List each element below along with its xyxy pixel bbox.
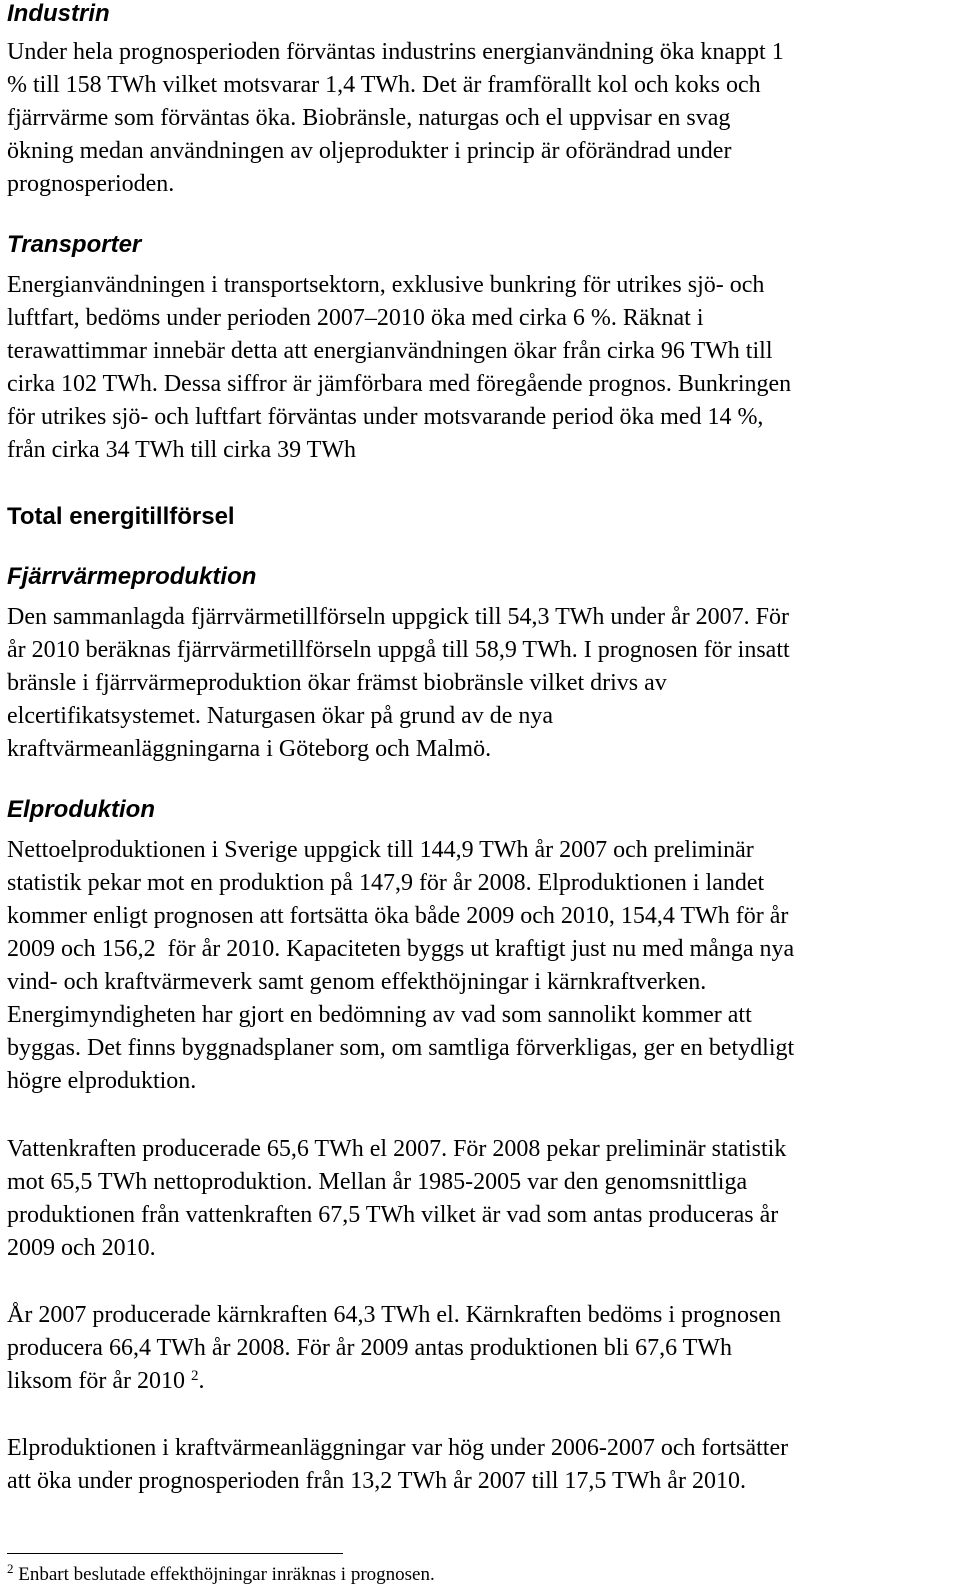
- paragraph-industrin: [7, 36, 784, 201]
- heading-elproduktion: Elproduktion: [7, 796, 155, 823]
- text-line: högre elproduktion.: [7, 1068, 197, 1094]
- text-line: kraftvärmeanläggningarna i Göteborg och Malmö.: [7, 736, 492, 762]
- text-line: cirka 102 TWh. Dessa siffror är jämförbara med föregående prognos. Bunkringen: [7, 371, 792, 397]
- paragraph-elproduktion-3: [7, 1299, 781, 1398]
- heading-industrin: Industrin: [7, 0, 110, 27]
- text-line: för utrikes sjö- och luftfart förväntas under motsvarande period öka med 14 %,: [7, 404, 764, 430]
- text-line: från cirka 34 TWh till cirka 39 TWh: [7, 437, 356, 463]
- text-line: år 2010 beräknas fjärrvärmetillförseln uppgå till 58,9 TWh. I prognosen för insatt: [7, 637, 790, 663]
- text-line: bränsle i fjärrvärmeproduktion ökar främst biobränsle vilket drivs av: [7, 670, 667, 696]
- text-line: byggas. Det finns byggnadsplaner som, om samtliga förverkligas, ger en betydligt: [7, 1035, 795, 1061]
- text-line: % till 158 TWh vilket motsvarar 1,4 TWh. Det är framförallt kol och koks och: [7, 72, 761, 98]
- text-line: produktionen från vattenkraften 67,5 TWh vilket är vad som antas produceras år: [7, 1202, 779, 1228]
- text-line: Elproduktionen i kraftvärmeanläggningar var hög under 2006-2007 och fortsätter: [7, 1435, 789, 1461]
- footnote-marker: 2: [7, 1561, 14, 1576]
- text-line: producera 66,4 TWh år 2008. För år 2009 antas produktionen bli 67,6 TWh: [7, 1335, 732, 1361]
- text-line: Energianvändningen i transportsektorn, exklusive bunkring för utrikes sjö- och: [7, 272, 765, 298]
- text-line: elcertifikatsystemet. Naturgasen ökar på grund av de nya: [7, 703, 554, 729]
- footnote-separator: [7, 1553, 343, 1554]
- text-line: terawattimmar innebär detta att energianvändningen ökar från cirka 96 TWh till: [7, 338, 773, 364]
- text-line: Energimyndigheten har gjort en bedömning av vad som sannolikt kommer att: [7, 1002, 752, 1028]
- text-line: att öka under prognosperioden från 13,2 TWh år 2007 till 17,5 TWh år 2010.: [7, 1468, 746, 1494]
- text-line: ökning medan användningen av oljeprodukter i princip är oförändrad under: [7, 138, 732, 164]
- text-line: År 2007 producerade kärnkraften 64,3 TWh el. Kärnkraften bedöms i prognosen: [7, 1302, 781, 1328]
- text-line: prognosperioden.: [7, 171, 175, 197]
- text-line: Vattenkraften producerade 65,6 TWh el 2007. För 2008 pekar preliminär statistik: [7, 1136, 787, 1162]
- text-line: mot 65,5 TWh nettoproduktion. Mellan år 1985-2005 var den genomsnittliga: [7, 1169, 748, 1195]
- footnote-text: Enbart beslutade effekthöjningar inräknas i prognosen.: [13, 1564, 435, 1585]
- paragraph-transporter: [7, 269, 791, 467]
- paragraph-fjarrvarme: [7, 601, 790, 766]
- text-line: [7, 1365, 781, 1398]
- heading-fjarrvarmeproduktion: Fjärrvärmeproduktion: [7, 563, 257, 590]
- text-line: Den sammanlagda fjärrvärmetillförseln uppgick till 54,3 TWh under år 2007. För: [7, 604, 790, 630]
- text-line: Under hela prognosperioden förväntas industrins energianvändning öka knappt 1: [7, 39, 784, 65]
- text-line: kommer enligt prognosen att fortsätta öka både 2009 och 2010, 154,4 TWh för år: [7, 903, 789, 929]
- heading-transporter: Transporter: [7, 231, 142, 258]
- text-line: statistik pekar mot en produktion på 147,9 för år 2008. Elproduktionen i landet: [7, 870, 765, 896]
- text-line: 2009 och 2010.: [7, 1235, 156, 1261]
- text-line-content: liksom för år 2010: [7, 1368, 185, 1394]
- text-line: vind- och kraftvärmeverk samt genom effekthöjningar i kärnkraftverken.: [7, 969, 707, 995]
- footnote-reference: 2: [190, 1368, 199, 1384]
- paragraph-elproduktion-4: [7, 1432, 788, 1498]
- text-line: Nettoelproduktionen i Sverige uppgick till 144,9 TWh år 2007 och preliminär: [7, 837, 754, 863]
- sentence-end: .: [198, 1368, 205, 1394]
- text-line: fjärrvärme som förväntas öka. Biobränsle, naturgas och el uppvisar en svag: [7, 105, 731, 131]
- paragraph-elproduktion-2: [7, 1133, 786, 1265]
- paragraph-elproduktion-1: [7, 834, 794, 1098]
- text-line: luftfart, bedöms under perioden 2007–2010 öka med cirka 6 %. Räknat i: [7, 305, 704, 331]
- heading-total-energitillforsel: Total energitillförsel: [7, 503, 235, 530]
- footnote: [7, 1563, 435, 1587]
- text-line: 2009 och 156,2 för år 2010. Kapaciteten byggs ut kraftigt just nu med många nya: [7, 936, 795, 962]
